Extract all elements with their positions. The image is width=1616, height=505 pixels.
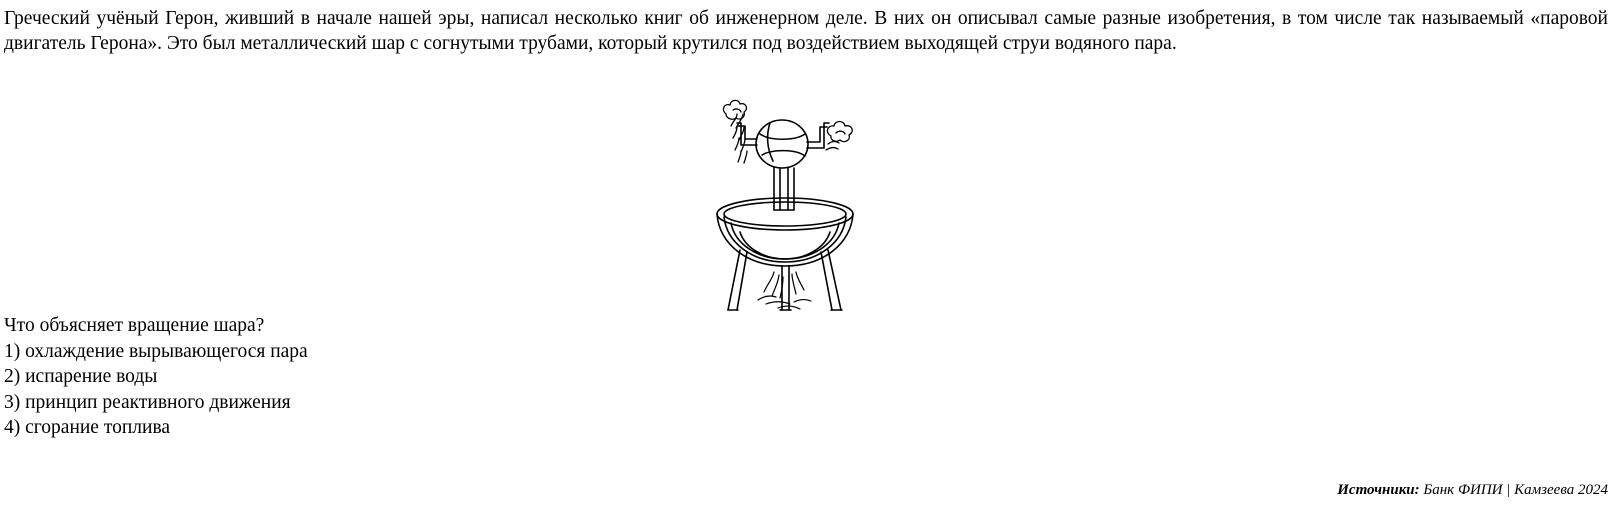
question-block [4, 313, 804, 441]
question-text: Что объясняет вращение шара? [4, 315, 265, 336]
answer-option-3[interactable]: 3) принцип реактивного движения [4, 391, 291, 413]
source-line [1337, 482, 1608, 499]
source-label: Источники: [1337, 482, 1420, 498]
passage-text: Греческий учёный Герон, живший в начале нашей эры, написал несколько книг об инженерном деле. В них он описывал самые разные изобретения, в том числе так называемый «паровой двигатель Герона». Это был металлический шар с согнутыми трубами, который крутился под воздействием выходящей струи водяного пара. [4, 8, 1608, 54]
steam-engine-drawing [700, 92, 900, 317]
answer-options-list [4, 339, 804, 441]
answer-option-2[interactable]: 2) испарение воды [4, 366, 158, 387]
heron-steam-engine-illustration [700, 92, 900, 317]
answer-option-4[interactable]: 4) сгорание топлива [4, 417, 171, 438]
source-value: Банк ФИПИ | Камзеева 2024 [1423, 482, 1608, 498]
answer-option-1[interactable]: 1) охлаждение вырывающегося пара [4, 340, 308, 362]
